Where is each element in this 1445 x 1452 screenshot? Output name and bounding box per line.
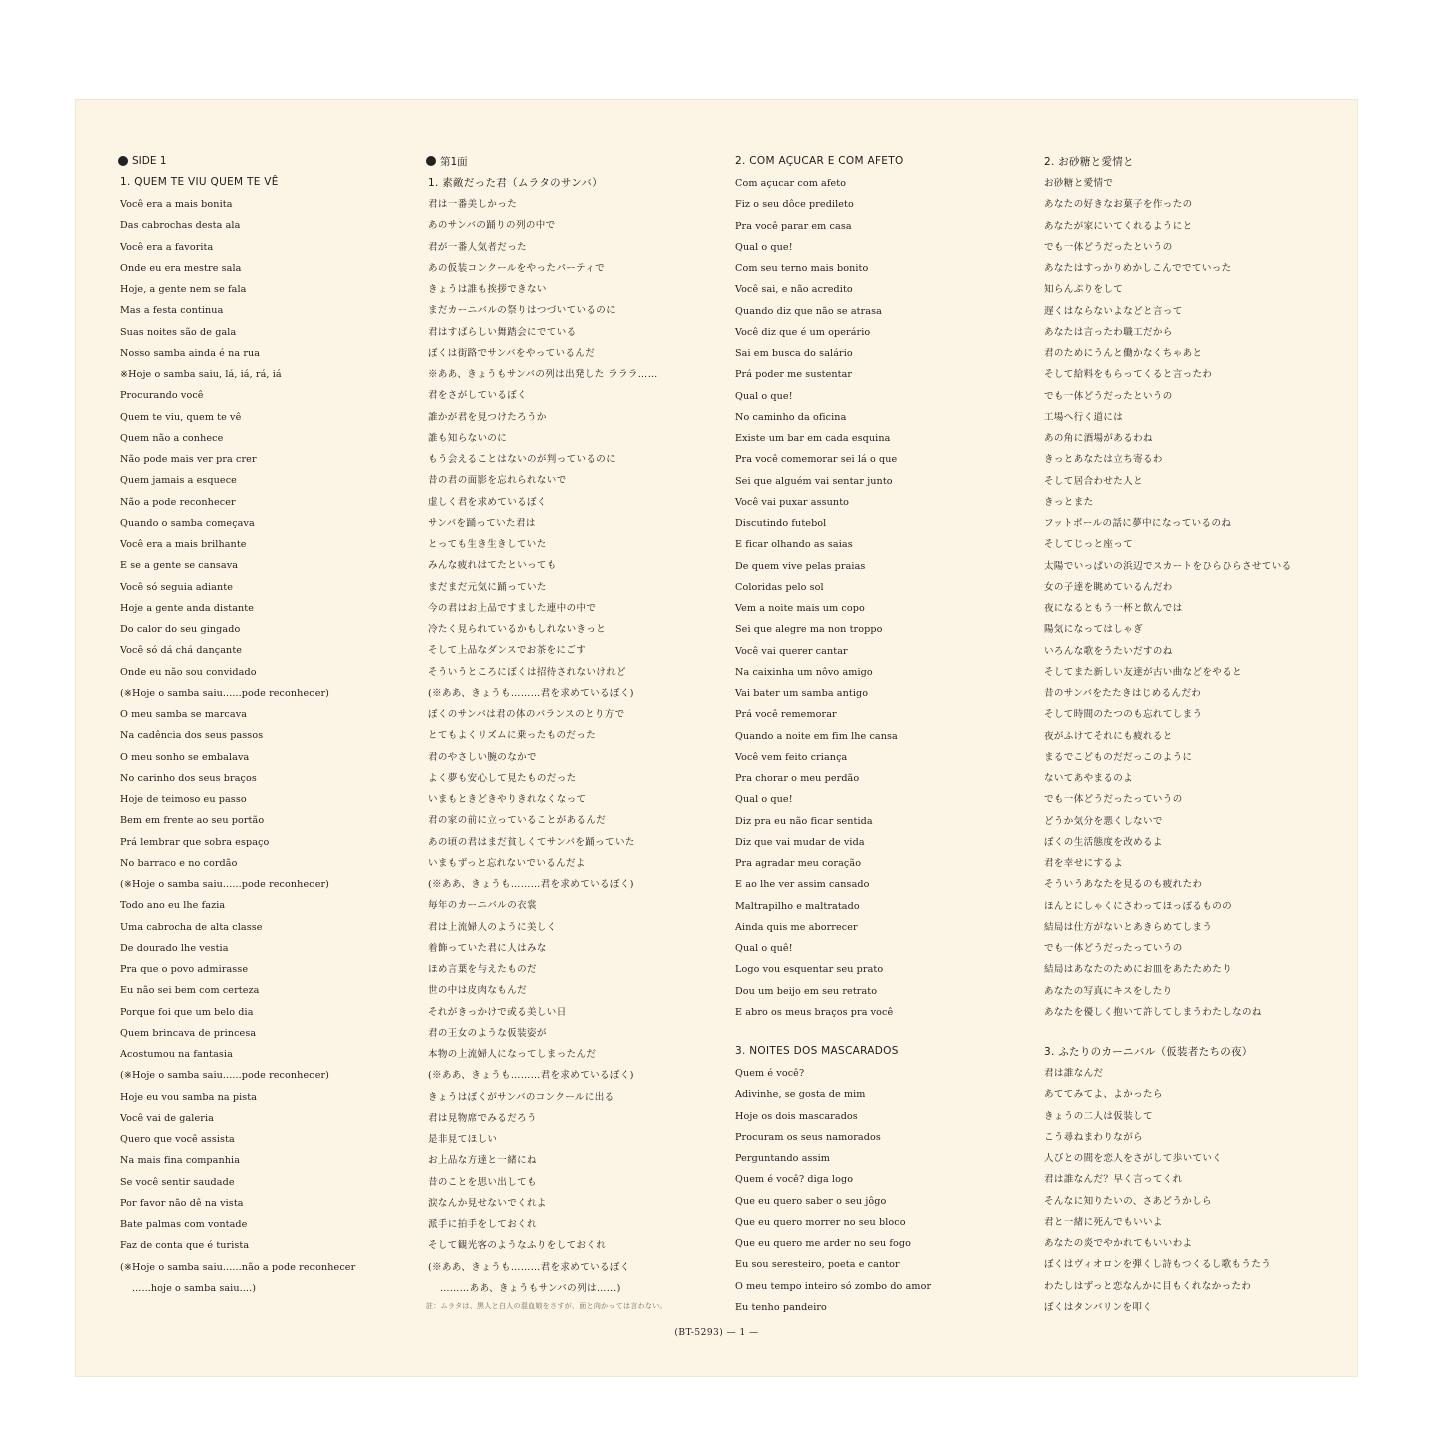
- lyric-line: Dou um beijo em seu retrato: [735, 985, 878, 997]
- lyric-line: Bem em frente ao seu portão: [120, 815, 265, 827]
- lyric-line: E abro os meus braços pra você: [735, 1006, 894, 1018]
- portuguese-lyrics-column-2: [735, 152, 1035, 1318]
- lyric-line: 結局は仕方がないとあきらめてしまう: [1044, 921, 1213, 933]
- lyric-line: Das cabrochas desta ala: [120, 220, 241, 232]
- lyric-line: そして観光客のようなふりをしておくれ: [428, 1240, 607, 1252]
- lyric-line: (※Hoje o samba saiu......não a pode reconhecer: [120, 1261, 356, 1273]
- lyric-line: Vem a noite mais um copo: [735, 603, 865, 614]
- lyric-line: 女の子達を眺めているんだわ: [1044, 581, 1173, 593]
- lyric-line: 夜になるともう一杯と飲んでは: [1044, 603, 1183, 614]
- lyric-line: まだまだ元気に踊っていた: [428, 581, 547, 593]
- lyric-line: Você era a mais brilhante: [120, 539, 247, 550]
- lyric-line: Quem é você? diga logo: [735, 1174, 854, 1186]
- lyric-line: 君は上流婦人のように美しく: [428, 921, 557, 933]
- lyric-line: 遅くはならないよなどと言って: [1044, 305, 1183, 317]
- lyric-line: (※Hoje o samba saiu......pode reconhecer): [120, 1070, 330, 1082]
- lyric-line: Na mais fina companhia: [120, 1155, 241, 1167]
- lyric-line: Que eu quero saber o seu jôgo: [735, 1195, 887, 1207]
- lyric-line: わたしはずっと恋なんかに目もくれなかったわ: [1044, 1280, 1252, 1292]
- lyric-line: それがきっかけで或る美しい日: [428, 1006, 567, 1018]
- lyric-line: ぼくの生活態度を改めるよ: [1044, 836, 1163, 848]
- lyric-line: 君はすばらしい舞踏会にでている: [428, 326, 577, 338]
- lyric-line: Discutindo futebol: [735, 518, 827, 529]
- lyric-line: 誰かが君を見つけたろうか: [428, 411, 547, 423]
- lyric-line: 君は誰なんだ？早く言ってくれ: [1044, 1174, 1183, 1186]
- lyric-line: Acostumou na fantasia: [120, 1049, 233, 1060]
- lyrics-lines: [1044, 173, 1344, 1023]
- lyric-line: Você só dá chá dançante: [120, 645, 243, 657]
- lyric-line: 君のやさしい腕のなかで: [428, 751, 537, 763]
- lyric-line: ※Hoje o samba saiu, lá, iá, rá, iá: [120, 369, 282, 380]
- lyric-line: Na cadência dos seus passos: [120, 730, 264, 742]
- lyric-line: あなたの好きなお菓子を作ったの: [1044, 199, 1193, 211]
- lyric-line: 君が一番人気者だった: [428, 241, 528, 253]
- lyric-line: Sei que alegre ma non troppo: [735, 624, 883, 636]
- lyric-line: 太陽でいっぱいの浜辺でスカートをひらひらさせている: [1044, 560, 1292, 572]
- lyric-line: Do calor do seu gingado: [120, 624, 241, 635]
- lyric-line: Logo vou esquentar seu prato: [735, 964, 884, 976]
- lyric-line: ぼくはヴィオロンを弾くし詩もつくるし歌もうたう: [1044, 1259, 1272, 1271]
- lyric-line: Se você sentir saudade: [120, 1176, 235, 1188]
- lyric-line: (※Hoje o samba saiu......pode reconhecer): [120, 687, 330, 699]
- lyric-line: Qual o que!: [735, 794, 793, 806]
- lyric-line: O meu tempo inteiro só zombo do amor: [735, 1280, 932, 1292]
- lyric-line: フットボールの話に夢中になっているのね: [1044, 518, 1232, 529]
- lyric-sheet: [76, 100, 1357, 1376]
- lyric-line: Procuram os seus namorados: [735, 1131, 881, 1143]
- lyric-line: あててみてよ、よかったら: [1044, 1089, 1163, 1101]
- lyrics-lines: [426, 194, 726, 1299]
- song-title: 1. QUEM TE VIU QUEM TE VÊ: [120, 176, 279, 188]
- lyric-line: ※ああ、きょうもサンバの列は出発した ラララ……: [428, 369, 658, 380]
- lyric-line: でも一体どうだったというの: [1044, 390, 1173, 402]
- lyric-line: Perguntando assim: [735, 1153, 830, 1164]
- lyric-line: よく夢も安心して見たものだった: [428, 772, 577, 784]
- side-label-text: 第1面: [440, 155, 468, 168]
- lyric-line: (※ああ、きょうも………君を求めているぼく): [428, 879, 634, 890]
- lyric-line: Qual o que!: [735, 390, 793, 402]
- lyric-line: 冷たく見られているかもしれないきっと: [428, 624, 607, 635]
- footnote: 註：ムラタは、黒人と白人の混血娘をさすが、面と向かっては言わない。: [426, 1302, 667, 1310]
- lyric-line: Sai em busca do salário: [735, 348, 853, 359]
- lyric-line: とっても生き生きしていた: [428, 539, 547, 550]
- lyric-line: 君のためにうんと働かなくちゃあと: [1044, 348, 1203, 359]
- lyric-line: Você vem feito criança: [735, 751, 848, 763]
- lyric-line: まるでこどものだだっこのように: [1044, 751, 1193, 763]
- lyric-line: そういうところにぼくは招待されないけれど: [428, 666, 627, 678]
- lyric-line: Onde eu era mestre sala: [120, 262, 242, 274]
- lyric-line: 涙なんか見せないでくれよ: [428, 1197, 547, 1209]
- lyric-line: 派手に拍手をしておくれ: [428, 1219, 537, 1230]
- lyric-line: あなたを優しく抱いて許してしまうわたしなのね: [1044, 1006, 1262, 1018]
- lyric-line: そんなに知りたいの、さあどうかしら: [1044, 1195, 1212, 1207]
- lyric-line: No caminho da oficina: [735, 411, 847, 423]
- lyric-line: E se a gente se cansava: [120, 560, 239, 572]
- lyric-line: Hoje eu vou samba na pista: [120, 1091, 258, 1103]
- lyric-line: でも一体どうだったっていうの: [1044, 943, 1183, 954]
- lyric-line: E ao lhe ver assim cansado: [735, 879, 870, 891]
- lyric-line: 虚しく君を求めているぼく: [428, 496, 547, 508]
- lyric-line: (※ああ、きょうも………君を求めているぼく): [428, 687, 634, 699]
- lyric-line: Fiz o seu dôce predileto: [735, 199, 854, 211]
- lyric-line: 世の中は皮肉なもんだ: [428, 985, 528, 997]
- lyric-line: Porque foi que um belo dia: [120, 1006, 254, 1018]
- lyric-line: ぼくは街路でサンバをやっているんだ: [428, 347, 596, 359]
- lyric-line: Uma cabrocha de alta classe: [120, 921, 263, 933]
- lyric-line: あなたはすっかりめかしこんででていった: [1044, 263, 1232, 274]
- lyric-line: Quero que você assista: [120, 1134, 235, 1145]
- lyric-line: Que eu quero morrer no seu bloco: [735, 1216, 906, 1228]
- lyric-line: 君の家の前に立っていることがあるんだ: [428, 815, 607, 827]
- lyric-line: Vai bater um samba antigo: [735, 688, 869, 699]
- lyric-line: きょうの二人は仮装して: [1044, 1110, 1153, 1122]
- lyric-line: Qual o quê!: [735, 943, 793, 954]
- lyric-line: ほめ言葉を与えたものだ: [428, 964, 537, 975]
- lyric-line: Você diz que é um operário: [735, 326, 871, 338]
- lyric-line: Quem brincava de princesa: [120, 1027, 257, 1039]
- lyric-line: あの角に酒場があるわね: [1044, 433, 1153, 444]
- lyric-line: De quem vive pelas praias: [735, 560, 866, 572]
- lyric-line: Quem te viu, quem te vê: [120, 411, 242, 423]
- bullet-icon: [118, 156, 128, 166]
- lyric-line: Sei que alguém vai sentar junto: [735, 475, 893, 487]
- lyric-line: (※ああ、きょうも………君を求めているぼく: [428, 1261, 630, 1273]
- lyric-line: Ainda quis me aborrecer: [735, 921, 858, 933]
- lyric-line: Bate palmas com vontade: [120, 1219, 248, 1230]
- lyric-line: Pra você parar em casa: [735, 220, 852, 232]
- lyric-line: 君をさがしているぼく: [428, 390, 528, 402]
- lyric-line: そしてじっと座って: [1044, 539, 1134, 551]
- portuguese-lyrics-column: [118, 152, 418, 1299]
- lyric-line: お上品な方達と一緒にね: [428, 1155, 537, 1167]
- lyric-line: 昔の君の面影を忘れられないで: [428, 475, 567, 487]
- lyric-line: とてもよくリズムに乗ったものだった: [428, 730, 597, 742]
- lyrics-lines: [735, 1063, 1035, 1318]
- lyric-line: Quando diz que não se atrasa: [735, 305, 882, 317]
- lyric-line: 君は誰なんだ: [1044, 1068, 1104, 1079]
- japanese-lyrics-column-2: [1044, 152, 1344, 1318]
- lyric-line: No barraco e no cordão: [120, 857, 238, 869]
- lyric-line: Qual o que!: [735, 241, 793, 253]
- lyric-line: Hoje de teimoso eu passo: [120, 794, 247, 805]
- lyric-line: そして給料をもらってくると言ったわ: [1044, 369, 1213, 381]
- side-label: [118, 152, 418, 170]
- lyric-line: あなたの炎でやかれてもいいわよ: [1044, 1238, 1193, 1249]
- lyric-line: お砂糖と愛情で: [1044, 178, 1114, 189]
- lyric-line: ほんとにしゃくにさわってほっぽるものの: [1044, 900, 1233, 912]
- lyric-line: (※Hoje o samba saiu......pode reconhecer): [120, 879, 330, 890]
- lyric-line: 夜がふけてそれにも疲れると: [1044, 730, 1173, 742]
- lyric-line: そして上品なダンスでお茶をにごす: [428, 645, 587, 657]
- lyric-line: Com seu terno mais bonito: [735, 263, 869, 274]
- lyric-line: 今の君はお上品ですました連中の中で: [428, 602, 597, 614]
- bullet-icon: [426, 156, 436, 166]
- lyric-line: Por favor não dê na vista: [120, 1197, 244, 1209]
- lyric-line: いまもずっと忘れないでいるんだよ: [428, 857, 586, 869]
- lyric-line: きょうはぼくがサンバのコンクールに出る: [428, 1091, 615, 1103]
- lyric-line: Você só seguia adiante: [120, 581, 233, 593]
- lyric-line: ないてあやまるのよ: [1044, 773, 1134, 784]
- lyric-line: Adivinhe, se gosta de mim: [735, 1089, 866, 1101]
- lyric-line: ぼくはタンバリンを叩く: [1044, 1301, 1153, 1313]
- lyric-line: Você sai, e não acredito: [735, 284, 853, 296]
- lyric-line: あなたは言ったわ職工だから: [1044, 326, 1173, 338]
- lyric-line: O meu sonho se embalava: [120, 751, 250, 763]
- lyric-line: Eu não sei bem com certeza: [120, 985, 260, 997]
- lyric-line: De dourado lhe vestia: [120, 942, 229, 954]
- lyric-line: Maltrapilho e maltratado: [735, 900, 860, 912]
- lyric-line: Hoje os dois mascarados: [735, 1110, 858, 1122]
- lyric-line: Nosso samba ainda é na rua: [120, 347, 261, 359]
- lyric-line: Quem jamais a esquece: [120, 475, 237, 487]
- lyric-line: Você vai querer cantar: [735, 645, 848, 657]
- page-number: (BT-5293) — 1 —: [674, 1328, 759, 1338]
- lyric-line: Pra você comemorar sei lá o que: [735, 454, 898, 466]
- lyric-line: そして時間のたつのも忘れてしまう: [1044, 709, 1203, 721]
- lyric-line: でも一体どうだったっていうの: [1044, 794, 1183, 806]
- lyric-line: あなたの写真にキスをしたり: [1044, 985, 1173, 997]
- lyric-line: Diz que vai mudar de vida: [735, 836, 865, 848]
- lyric-line: 君を幸せにするよ: [1044, 858, 1124, 869]
- lyric-line: E ficar olhando as saias: [735, 539, 853, 551]
- lyric-line: No carinho dos seus braços: [120, 772, 257, 784]
- lyric-line: Que eu quero me arder no seu fogo: [735, 1238, 912, 1249]
- lyric-line: Na caixinha um nôvo amigo: [735, 666, 873, 678]
- lyric-line: 本物の上流婦人になってしまったんだ: [428, 1049, 597, 1060]
- lyric-line: 陽気になってはしゃぎ: [1044, 624, 1144, 636]
- lyric-line: Pra que o povo admirasse: [120, 964, 249, 975]
- lyric-line: Quem é você?: [735, 1068, 805, 1079]
- lyric-line: 君の王女のような仮装姿が: [428, 1027, 547, 1039]
- lyric-line: ぼくのサンバは君の体のバランスのとり方で: [428, 709, 625, 720]
- lyric-line: そしてまた新しい友達が古い曲などをやると: [1044, 666, 1243, 678]
- lyric-line: Quando o samba começava: [120, 517, 255, 529]
- lyric-line: Diz pra eu não ficar sentida: [735, 815, 873, 827]
- lyric-line: O meu samba se marcava: [120, 709, 248, 720]
- lyric-line: Todo ano eu lhe fazia: [120, 900, 226, 912]
- lyric-line: あのサンバの踊りの列の中で: [428, 220, 556, 232]
- lyric-line: Não pode mais ver pra crer: [120, 454, 257, 465]
- lyric-line: Quem não a conhece: [120, 432, 224, 444]
- lyric-line: Hoje, a gente nem se fala: [120, 284, 247, 295]
- song-title: 1. 素敵だった君（ムラタのサンバ）: [428, 176, 603, 189]
- lyric-line: Hoje a gente anda distante: [120, 602, 255, 614]
- lyric-line: 昔のサンバをたたきはじめるんだわ: [1044, 688, 1202, 699]
- lyric-line: 人びとの間を恋人をさがして歩いていく: [1044, 1153, 1223, 1164]
- lyric-line: みんな疲れはてたといっても: [428, 560, 557, 572]
- lyric-line: Você vai de galeria: [120, 1112, 214, 1124]
- side-label-text: SIDE 1: [132, 155, 167, 167]
- lyric-line: もう会えることはないのが判っているのに: [428, 454, 617, 465]
- side-label: [426, 152, 726, 170]
- lyric-line: Existe um bar em cada esquina: [735, 433, 891, 444]
- lyric-line: Você vai puxar assunto: [735, 496, 850, 508]
- lyric-line: サンバを踊っていた君は: [428, 517, 536, 529]
- song-title: 3. ふたりのカーニバル（仮装者たちの夜）: [1044, 1045, 1253, 1058]
- lyric-line: Prá lembrar que sobra espaço: [120, 836, 270, 848]
- lyric-line: Faz de conta que é turista: [120, 1240, 250, 1252]
- lyric-line: (※ああ、きょうも………君を求めているぼく): [428, 1070, 634, 1082]
- lyric-line: どうか気分を悪くしないで: [1044, 815, 1163, 827]
- song-title: 2. お砂糖と愛情と: [1044, 155, 1134, 168]
- lyric-line: きっとあなたは立ち寄るわ: [1044, 454, 1163, 466]
- lyric-line: Onde eu não sou convidado: [120, 666, 257, 678]
- lyric-line: Suas noites são de gala: [120, 326, 237, 338]
- lyric-line: こう尋ねまわりながら: [1044, 1131, 1144, 1143]
- lyric-line: きょうは誰も挨拶できない: [428, 284, 547, 295]
- lyrics-lines: [118, 194, 418, 1299]
- lyric-line: Não a pode reconhecer: [120, 496, 236, 508]
- lyric-line: あなたが家にいてくれるようにと: [1044, 220, 1193, 232]
- lyric-line: ………ああ、きょうもサンバの列は……): [440, 1282, 621, 1294]
- lyric-line: Você era a favorita: [120, 241, 214, 253]
- lyric-line: あの頃の君はまだ貧しくてサンバを踊っていた: [428, 836, 635, 848]
- lyrics-lines: [735, 173, 1035, 1023]
- lyric-line: いまもときどきやりきれなくなって: [428, 794, 587, 805]
- lyric-line: Pra chorar o meu perdão: [735, 773, 860, 784]
- lyric-line: 誰も知らないのに: [428, 432, 508, 444]
- lyric-line: いろんな歌をうたいだすのね: [1044, 645, 1173, 657]
- lyric-line: Procurando você: [120, 390, 204, 402]
- lyric-line: Eu tenho pandeiro: [735, 1301, 827, 1313]
- lyric-line: Prá poder me sustentar: [735, 369, 853, 381]
- song-title: 3. NOITES DOS MASCARADOS: [735, 1045, 899, 1057]
- lyric-line: あの仮装コンクールをやったパーティで: [428, 262, 606, 274]
- lyric-line: 昔のことを思い出しても: [428, 1176, 537, 1188]
- lyric-line: Mas a festa continua: [120, 305, 224, 317]
- lyric-line: Com açucar com afeto: [735, 178, 847, 189]
- japanese-lyrics-column: [426, 152, 726, 1311]
- lyric-line: 是非見てほしい: [428, 1134, 498, 1145]
- lyric-line: Eu sou seresteiro, poeta e cantor: [735, 1259, 900, 1271]
- lyric-line: Quando a noite em fim lhe cansa: [735, 730, 898, 742]
- lyric-line: きっとまた: [1044, 496, 1094, 508]
- lyric-line: Você era a mais bonita: [120, 199, 233, 210]
- lyric-line: 毎年のカーニバルの衣裳: [428, 900, 537, 912]
- lyric-line: Prá você rememorar: [735, 709, 837, 721]
- lyric-line: まだカーニバルの祭りはつづいているのに: [428, 305, 617, 317]
- lyric-line: 君と一緒に死んでもいいよ: [1044, 1216, 1163, 1228]
- lyric-line: そして居合わせた人と: [1044, 475, 1144, 487]
- lyric-line: 君は見物席でみるだろう: [428, 1112, 537, 1124]
- lyric-line: 知らんぷりをして: [1044, 284, 1124, 296]
- lyric-line: 君は一番美しかった: [428, 199, 518, 210]
- lyric-line: Pra agradar meu coração: [735, 858, 862, 869]
- song-title: 2. COM AÇUCAR E COM AFETO: [735, 155, 904, 167]
- lyric-line: 着飾っていた君に人はみな: [428, 942, 547, 954]
- lyric-line: 工場へ行く道には: [1044, 411, 1124, 423]
- lyric-line: そういうあなたを見るのも疲れたわ: [1044, 879, 1203, 891]
- lyric-line: ......hoje o samba saiu....): [132, 1282, 257, 1294]
- lyric-line: Coloridas pelo sol: [735, 581, 824, 593]
- lyrics-lines: [1044, 1063, 1344, 1318]
- lyric-line: 結局はあなたのためにお皿をあたためたり: [1044, 964, 1233, 976]
- lyric-line: でも一体どうだったというの: [1044, 241, 1173, 253]
